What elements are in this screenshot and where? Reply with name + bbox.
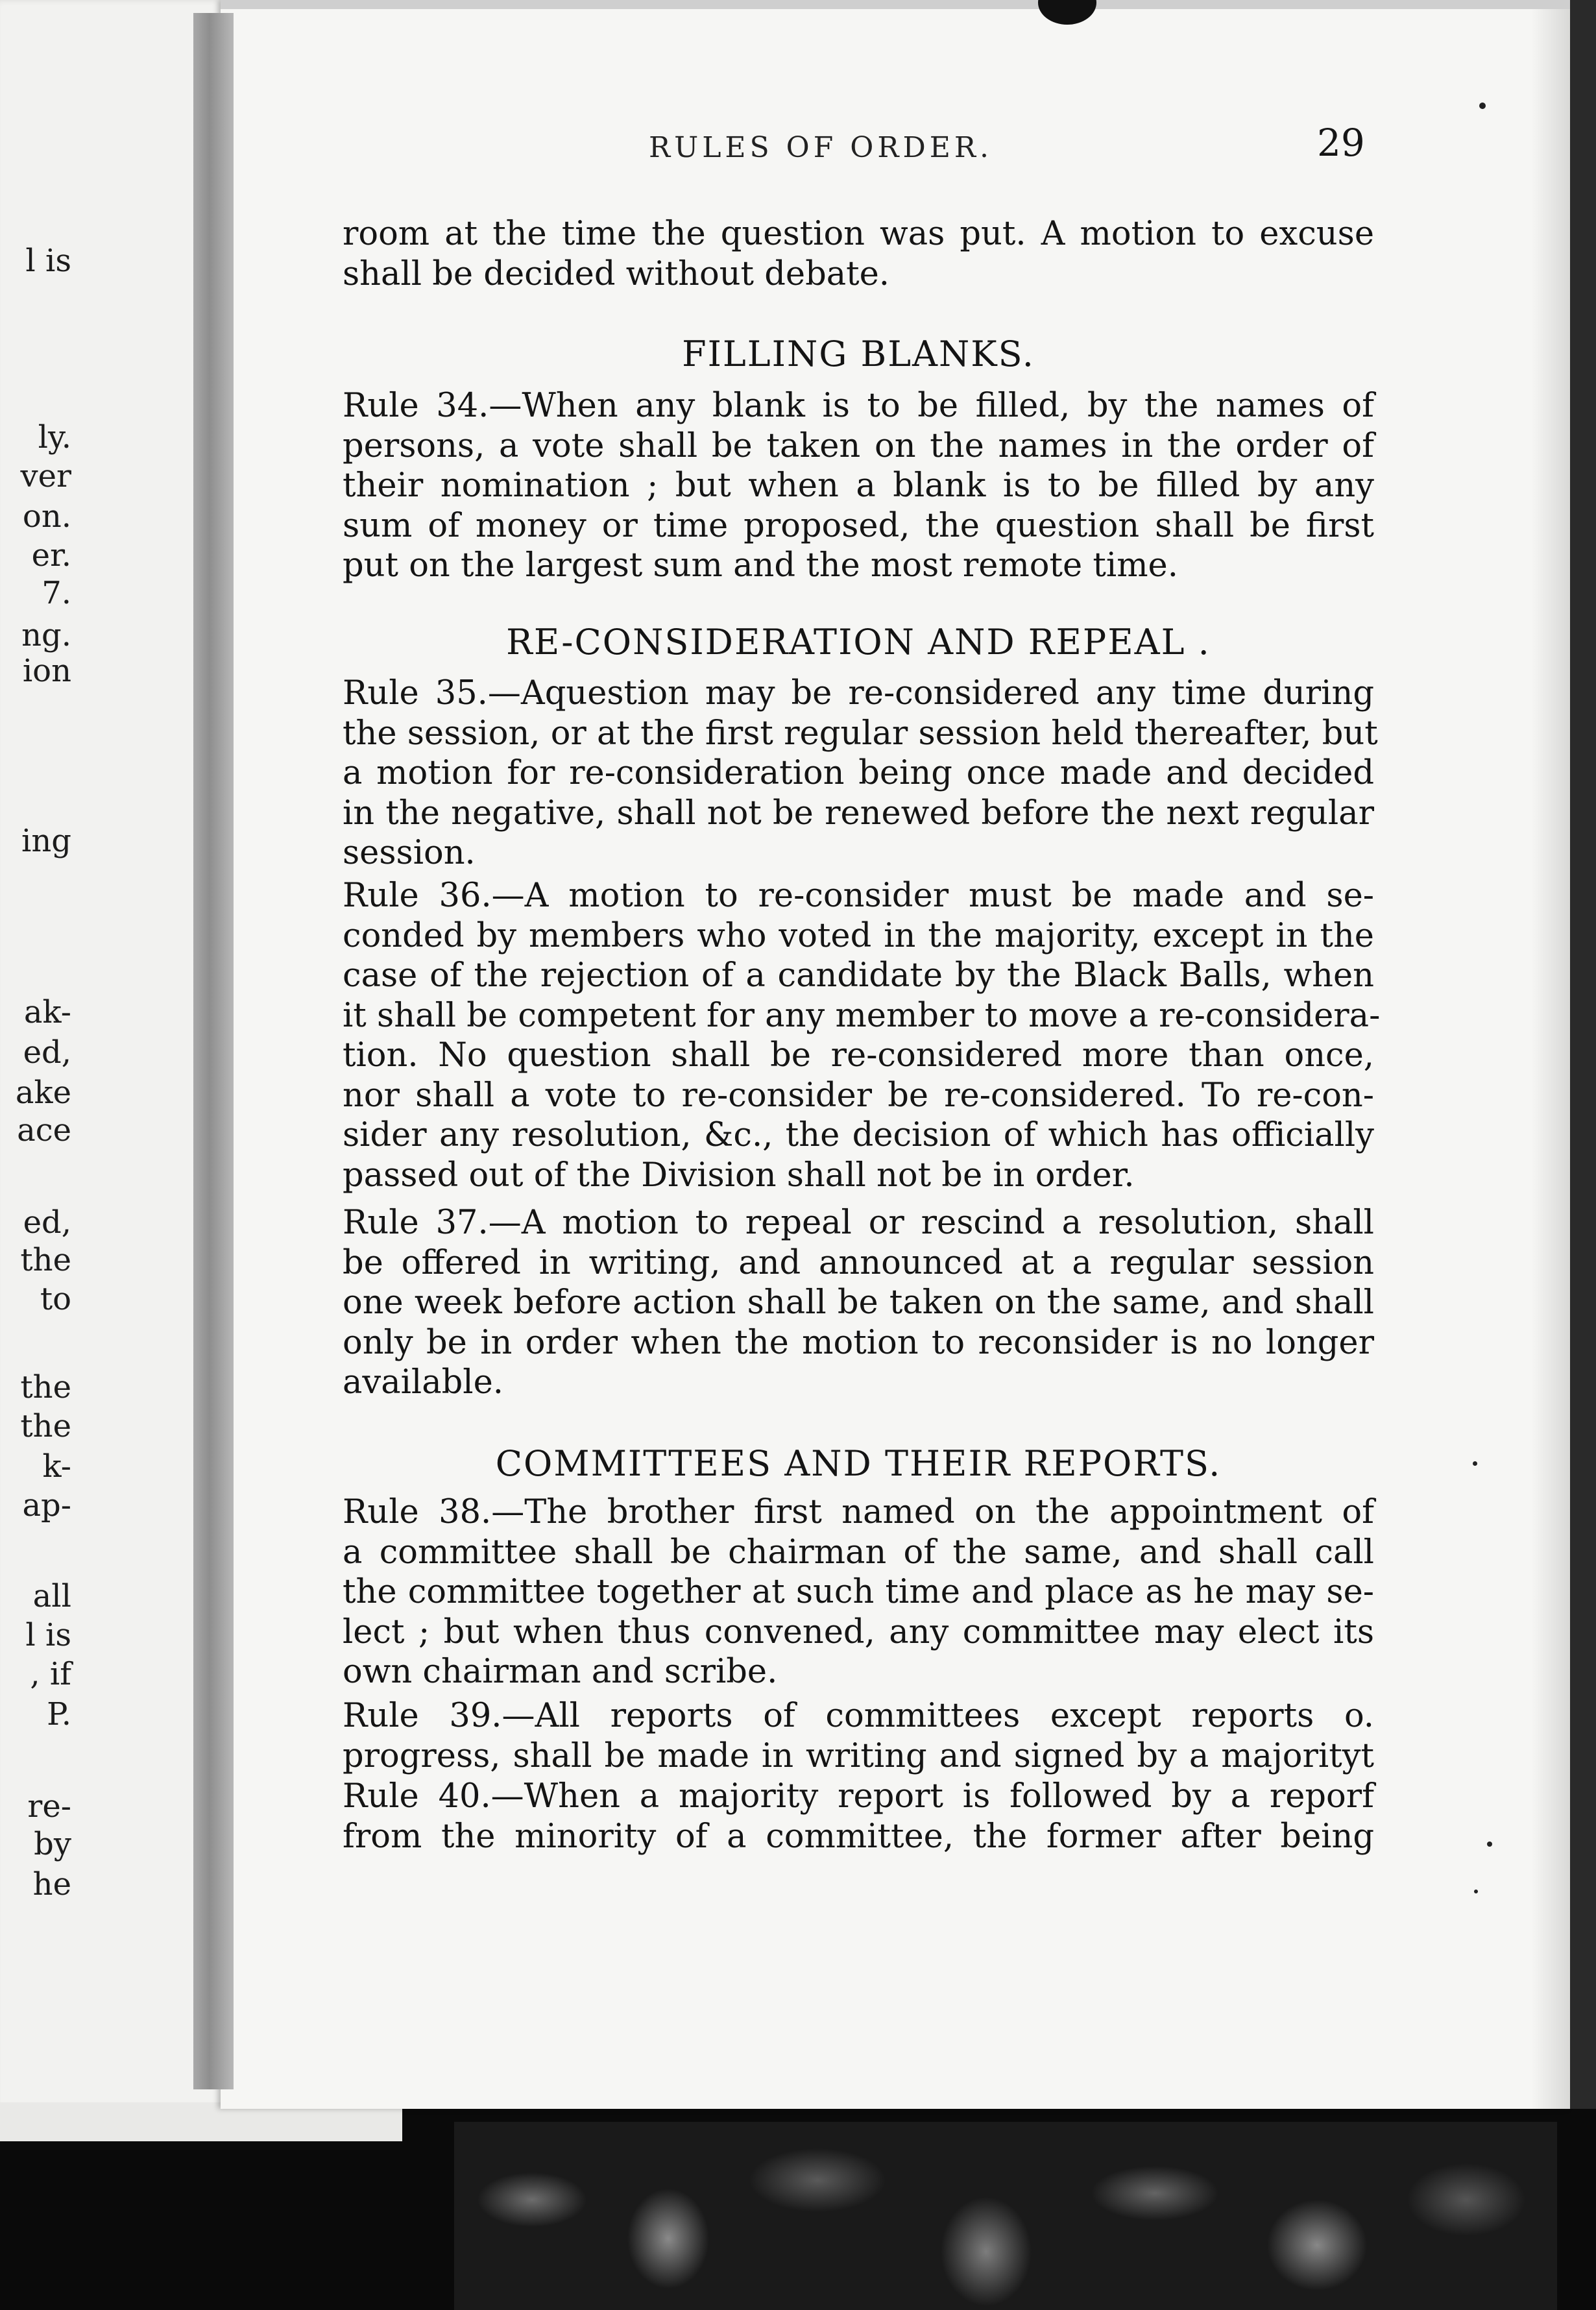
text-line: Rule 39.—All reports of committees except reports o. — [343, 1697, 1374, 1735]
text-line: passed out of the Division shall not be in order. — [343, 1156, 1135, 1195]
text-line: progress, shall be made in writing and signed by a majorityt — [343, 1736, 1374, 1775]
left-fragment: ing — [21, 823, 71, 859]
text-line: their nomination ; but when a blank is to be filled by any — [343, 467, 1374, 505]
left-fragment: l is — [25, 243, 71, 279]
text-line: nor shall a vote to re-consider be re-considered. To re-con- — [343, 1076, 1374, 1115]
text-line: the session, or at the first regular session held thereafter, but — [343, 714, 1378, 753]
text-line: room at the time the question was put. A motion to excuse — [343, 215, 1374, 253]
section-heading-filling-blanks: FILLING BLANKS. — [682, 334, 1035, 374]
text-line: put on the largest sum and the most remote time. — [343, 546, 1178, 585]
left-fragment: k- — [42, 1448, 71, 1485]
section-heading-reconsideration: RE-CONSIDERATION AND REPEAL . — [506, 622, 1211, 663]
rule-34-paragraph — [343, 386, 1374, 586]
rule-35-paragraph — [343, 674, 1378, 873]
text-line: a committee shall be chairman of the same, and shall call — [343, 1533, 1374, 1572]
text-line: Rule 40.—When a majority report is followed by a reporf — [343, 1777, 1374, 1816]
text-line: lect ; but when thus convened, any committee may elect its — [343, 1612, 1374, 1651]
left-fragment: ion — [22, 653, 71, 689]
text-line: session. — [343, 834, 476, 872]
left-fragment: ake — [15, 1075, 71, 1111]
text-line: Rule 36.—A motion to re-consider must be made and se- — [343, 877, 1374, 915]
left-fragment: on. — [22, 498, 71, 535]
left-fragment: the — [20, 1369, 71, 1405]
rule-39-paragraph — [343, 1696, 1374, 1776]
text-line: tion. No question shall be re-considered more than once, — [343, 1036, 1374, 1075]
text-line: own chairman and scribe. — [343, 1653, 778, 1691]
page-shadow — [1531, 0, 1570, 2109]
left-fragment: ver — [20, 458, 71, 494]
page-gutter — [193, 13, 234, 2089]
text-line: Rule 34.—When any blank is to be filled, by the names of — [343, 387, 1374, 425]
ink-speck — [1473, 1461, 1477, 1466]
left-fragment: ed, — [23, 1204, 71, 1241]
rule-38-paragraph — [343, 1492, 1374, 1692]
text-line: one week before action shall be taken on the same, and shall — [343, 1283, 1374, 1322]
text-line: sum of money or time proposed, the question shall be first — [343, 506, 1374, 545]
left-fragment: all — [32, 1578, 71, 1614]
rule-36-paragraph — [343, 876, 1381, 1195]
left-fragment: ap- — [22, 1487, 71, 1524]
left-fragment: , if — [30, 1656, 71, 1692]
running-head: RULES OF ORDER. — [649, 131, 993, 164]
page-top-edge — [221, 0, 1570, 9]
text-line: in the negative, shall not be renewed before the next regular — [343, 794, 1374, 833]
ink-speck — [1487, 1842, 1492, 1847]
text-line: conded by members who voted in the majority, except in the — [343, 916, 1374, 955]
text-line: Rule 35.—Aquestion may be re-considered any time during — [343, 674, 1374, 712]
fabric-backdrop — [454, 2122, 1557, 2310]
text-line: it shall be competent for any member to move a re-considera- — [343, 996, 1381, 1035]
ink-speck — [1479, 103, 1486, 109]
page-number: 29 — [1317, 121, 1365, 165]
text-line: case of the rejection of a candidate by the Black Balls, when — [343, 956, 1374, 995]
left-fragment: he — [32, 1866, 71, 1903]
left-fragment: ace — [17, 1112, 71, 1149]
text-line: shall be decided without debate. — [343, 254, 890, 293]
page-right-edge — [1570, 0, 1596, 2109]
left-fragment: ly. — [38, 419, 71, 456]
text-line: from the minority of a committee, the former after being — [343, 1817, 1374, 1856]
text-line: persons, a vote shall be taken on the names in the order of — [343, 426, 1374, 465]
left-fragment: ng. — [21, 617, 71, 653]
left-fragment: ed, — [23, 1034, 71, 1071]
text-line: Rule 37.—A motion to repeal or rescind a resolution, shall — [343, 1204, 1374, 1242]
left-fragment: the — [20, 1408, 71, 1444]
text-line: sider any resolution, &c., the decision of which has officially — [343, 1116, 1374, 1154]
text-line: be offered in writing, and announced at a regular session — [343, 1243, 1374, 1282]
continued-paragraph — [343, 214, 1374, 294]
left-fragment: 7. — [42, 575, 71, 611]
text-line: a motion for re-consideration being once made and decided — [343, 754, 1374, 792]
text-line: the committee together at such time and place as he may se- — [343, 1573, 1374, 1611]
left-fragment: ak- — [23, 994, 71, 1030]
left-fragment: the — [20, 1242, 71, 1278]
left-fragment: er. — [31, 537, 71, 574]
text-line: Rule 38.—The brother first named on the appointment of — [343, 1493, 1374, 1531]
left-fragment: re- — [27, 1788, 71, 1825]
left-fragment: l is — [25, 1617, 71, 1653]
text-line: only be in order when the motion to reconsider is no longer — [343, 1323, 1374, 1362]
rule-40-paragraph — [343, 1777, 1374, 1856]
left-fragment: P. — [47, 1696, 71, 1732]
rule-37-paragraph — [343, 1203, 1374, 1403]
left-fragment: by — [34, 1826, 71, 1862]
text-line: available. — [343, 1363, 504, 1402]
section-heading-committees: COMMITTEES AND THEIR REPORTS. — [495, 1443, 1222, 1484]
ink-speck — [1474, 1890, 1478, 1893]
left-fragment: to — [40, 1281, 71, 1317]
